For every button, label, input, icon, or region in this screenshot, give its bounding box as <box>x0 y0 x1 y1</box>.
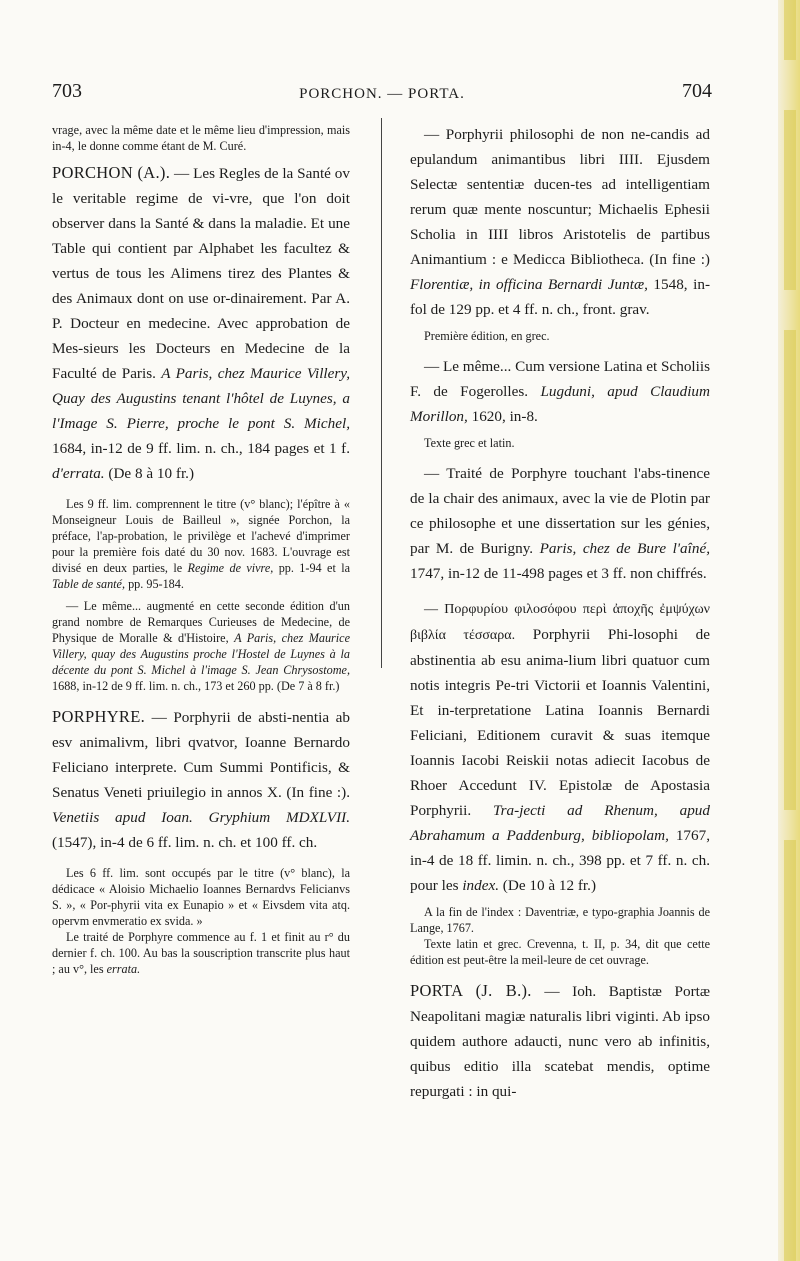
edge-stain <box>784 0 796 60</box>
page-edge-tab <box>778 0 800 1261</box>
entry-porchon: PORCHON (A.). — Les Regles de la Santé ov le veritable regime de vi-vre, que l'on doit observer dans la Santé & dans la maladie. Et une Table qui contient par Alphabet les facultez & vertus de tous les Alimens tirez des Plantes & des Animaux dont on use or-dinairement. Par A. P. Docteur en medecine. Avec approbation de Mes-sieurs les Docteurs en Medecine de la Faculté de Paris. A Paris, chez Maurice Villery, Quay des Augustins tenant l'hôtel de Luynes, a l'Image S. Pierre, proche le pont S. Michel, 1684, in-12 de 9 ff. lim. n. ch., 184 pages et 1 f. d'errata. (De 8 à 10 fr.) <box>52 163 350 482</box>
entry-porphyre: PORPHYRE. — Porphyrii de absti-nentia ab esv animalivm, libri qvatvor, Ioanne Bernardo Feliciano interprete. Cum Summi Pontificis, & Senatus Veneti priuilegio in annos X. (In fine :). Venetiis apud Ioan. Gryphium MDXLVII. (1547), in-4 de 6 ff. lim. n. ch. et 100 ff. ch. <box>52 707 350 851</box>
entry-note: Le traité de Porphyre commence au f. 1 et finit au r° du dernier f. ch. 100. Au bas la souscription transcrite plus haut ; au v°, les errata. <box>52 930 350 976</box>
edge-stain <box>784 110 796 290</box>
entry-porphyrii-1620: — Le même... Cum versione Latina et Scholiis F. de Fogerolles. Lugduni, apud Claudium Morillon, 1620, in-8. <box>410 358 710 425</box>
entry-note: Première édition, en grec. <box>424 329 550 343</box>
entry-note: Texte grec et latin. <box>424 436 515 450</box>
entry-porphyrii-1767: — Πορφυρίου φιλοσόφου περὶ ἀποχῆς ἐμψύχων βιβλία τέσσαρα. Porphyrii Phi-losophi de abstinentia ab esu anima-lium libri quatuor cum notis integris Pe-tri Victorii et Ioannis Valentini, Et in-terpretatione Latina Ioannis Bernardi Feliciani, Editionem curavit & suas itemque Ioannis Iacobi Reiskii notas adiecit Iacobus de Rhoer Accedunt IV. Epistolæ de Apostasia Porphyrii. Tra-jecti ad Rhenum, apud Abrahamum a Paddenburg, bibliopolam, 1767, in-4 de 18 ff. limin. n. ch., 398 pp. et 7 ff. n. ch. pour les index. (De 10 à 12 fr.) <box>410 602 710 894</box>
page-number-left: 703 <box>52 80 82 102</box>
entry-note: A la fin de l'index : Daventriæ, e typo-graphia Joannis de Lange, 1767. <box>410 905 710 935</box>
column-divider <box>381 118 382 668</box>
greek-title: — Πορφυρίου φιλοσόφου περὶ ἀποχῆς ἐμψύχων βιβλία τέσσαρα. <box>410 602 710 643</box>
entry-porphyrii-1548: — Porphyrii philosophi de non ne-candis ad epulandum animantibus libri IIII. Ejusdem Selectæ sententiæ ducen-tes ad intelligentiam rerum quæ mente noscuntur; Michaelis Ephesii Scholia in IIII libros Aristotelis de partibus Animantium : e Medicca Bibliotheca. (In fine :) Florentiæ, in officina Bernardi Juntæ, 1548, in-fol de 129 pp. et 4 ff. n. ch., front. grav. <box>410 126 711 318</box>
entry-note: Les 6 ff. lim. sont occupés par le titre (v° blanc), la dédicace « Aloisio Michaelio Ioannes Bernardvs Felicianvs S. », « Por-phyrii vita ex Eunapio » et « Eivsdem vita atq. opervm envmeratio ex svida. » <box>52 866 350 928</box>
edge-stain <box>784 330 796 810</box>
running-title: PORCHON. — PORTA. <box>299 86 465 102</box>
continued-note: vrage, avec la même date et le même lieu d'impression, mais in-4, le donne comme étant de M. Curé. <box>52 123 350 153</box>
entry-heading: PORPHYRE. <box>52 707 146 726</box>
page-number-right: 704 <box>682 80 712 102</box>
entry-note-second-edition: — Le même... augmenté en cette seconde édition d'un grand nombre de Remarques Curieuses de Medecine, de Physique de Moralle & d'Histoire, A Paris, chez Maurice Villery, quay des Augustins proche l'Hostel de Luynes à la décente du pont S. Michel à l'image S. Jean Chrysostome, 1688, in-12 de 9 ff. lim. n. ch., 173 et 260 pp. (De 7 à 8 fr.) <box>52 599 351 693</box>
entry-porta: PORTA (J. B.). — Ioh. Baptistæ Portæ Neapolitani magiæ naturalis libri viginti. Ab ipso quidem authore adaucti, nunc vero ab infinitis, quibus editio illa scatebat mendis, optime repurgati : in qui- <box>410 981 710 1100</box>
entry-note: Texte latin et grec. Crevenna, t. II, p. 34, dit que cette édition est peut-être la meil-leure de cet ouvrage. <box>410 937 710 967</box>
entry-heading: PORCHON (A.). <box>52 163 171 182</box>
edge-stain <box>784 840 796 1261</box>
running-header <box>52 80 712 110</box>
entry-traite-1747: — Traité de Porphyre touchant l'abs-tinence de la chair des animaux, avec la vie de Plotin par ce philosophe et une dissertation sur les génies, par M. de Burigny. Paris, chez de Bure l'aîné, 1747, in-12 de 11-498 pages et 3 ff. non chiffrés. <box>410 465 710 582</box>
entry-heading: PORTA (J. B.). <box>410 981 532 1000</box>
right-column <box>410 122 710 1104</box>
left-column <box>52 122 350 977</box>
entry-note: Les 9 ff. lim. comprennent le titre (v° blanc); l'épître à « Monseigneur Louis de Bailleul », signée Porchon, la préface, l'ap-probation, le privilège et l'achevé d'imprimer pour la première fois daté du 30 nov. 1683. L'ouvrage est divisé en deux parties, le Regime de vivre, pp. 1-94 et la Table de santé, pp. 95-184. <box>52 497 351 591</box>
